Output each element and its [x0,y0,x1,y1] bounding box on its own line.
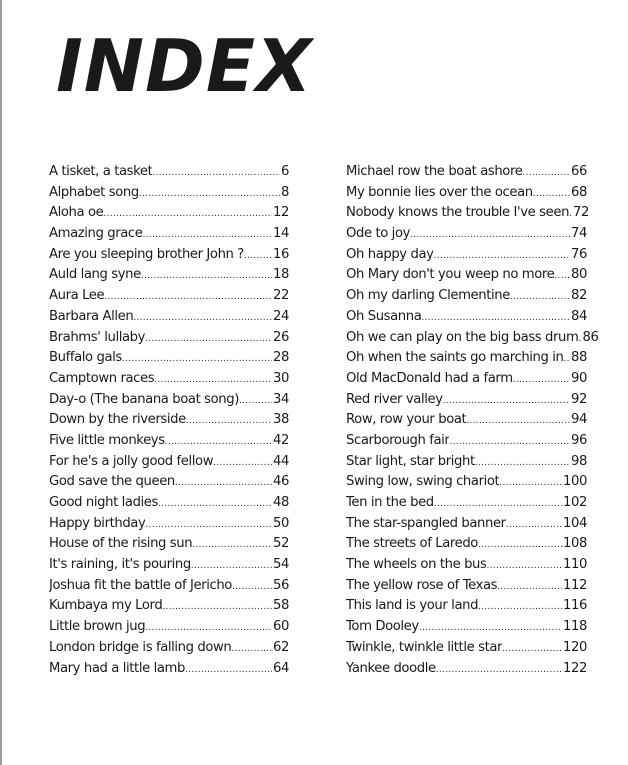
index-column-left [49,162,289,679]
dot-leader [478,535,562,556]
entry-title: London bridge is falling down [49,639,232,655]
dot-leader [154,370,272,391]
entry-title: Oh Susanna [346,308,422,324]
index-entry[interactable] [49,493,289,514]
entry-title: Nobody knows the trouble I've seen [346,205,570,221]
index-entry[interactable] [49,410,289,431]
entry-title: Amazing grace [49,226,143,242]
entry-page-number: 14 [273,226,289,242]
entry-title: Old MacDonald had a farm [346,370,513,386]
index-entry[interactable] [346,493,587,514]
index-entry[interactable] [346,534,587,555]
index-entry[interactable] [346,245,587,266]
entry-page-number: 24 [273,308,289,324]
entry-title: Brahms' lullaby [49,329,146,345]
index-entry[interactable] [346,265,587,286]
entry-title: The wheels on the bus [346,557,487,573]
dot-leader [145,329,272,350]
entry-page-number: 76 [571,246,587,262]
entry-title: Tom Dooley [346,619,419,635]
dot-leader [475,453,570,474]
index-entry[interactable] [49,390,289,411]
index-entry[interactable] [346,286,587,307]
entry-page-number: 62 [273,639,289,655]
dot-leader [443,391,570,412]
entry-title: The streets of Laredo [346,536,478,552]
dot-leader [410,225,570,246]
entry-page-number: 60 [273,619,289,635]
entry-page-number: 48 [273,495,289,510]
dot-leader [510,287,570,308]
entry-title: Mary had a little lamb [49,660,185,676]
dot-leader [421,308,570,329]
entry-page-number: 44 [273,453,289,469]
entry-title: Oh Mary don't you weep no more [346,267,555,283]
dot-leader [232,577,272,598]
entry-title: Oh my darling Clementine [346,288,510,304]
entry-page-number: 110 [563,557,587,573]
index-entry[interactable] [346,514,587,535]
dot-leader [466,411,570,432]
index-entry[interactable] [49,534,289,555]
dot-leader [104,287,272,308]
index-entry[interactable] [49,183,289,204]
index-entry[interactable] [346,224,587,245]
entry-page-number: 74 [571,226,587,242]
entry-page-number: 96 [571,432,587,448]
index-entry[interactable] [346,390,587,411]
page-title: INDEX [56,24,313,108]
dot-leader [533,184,570,205]
entry-title: The yellow rose of Texas [346,577,498,593]
entry-title: Five little monkeys [49,432,165,448]
entry-page-number: 58 [273,598,289,614]
entry-title: Day-o (The banana boat song) [49,391,239,407]
index-entry[interactable] [49,307,289,328]
index-entry[interactable] [49,555,289,576]
index-column-right [346,162,599,679]
dot-leader [145,618,272,639]
dot-leader [152,163,280,184]
entry-title: Oh happy day [346,246,434,262]
index-entry[interactable] [49,617,289,638]
index-entry[interactable] [346,617,587,638]
dot-leader [244,246,272,267]
dot-leader [192,535,272,556]
index-entry[interactable] [49,514,289,535]
entry-page-number: 54 [273,557,289,573]
entry-page-number: 88 [571,350,587,366]
index-entry[interactable] [49,472,289,493]
entry-title: Swing low, swing chariot [346,474,500,490]
index-entry[interactable] [346,576,587,597]
entry-page-number: 112 [563,577,587,593]
index-entry[interactable] [346,183,587,204]
entry-title: Are you sleeping brother John ? [49,246,244,262]
dot-leader [506,515,562,536]
entry-title: Ode to joy [346,226,411,242]
dot-leader [175,473,272,494]
entry-page-number: 38 [273,412,289,428]
dot-leader [239,391,272,412]
dot-leader [162,597,272,618]
entry-page-number: 16 [273,246,289,262]
entry-page-number: 104 [563,515,587,531]
page-left-border [0,0,2,765]
dot-leader [139,184,280,205]
dot-leader [185,660,272,681]
entry-title: Little brown jug [49,619,146,635]
entry-title: Row, row your boat [346,412,467,428]
index-entry[interactable] [346,369,587,390]
dot-leader [434,246,570,267]
dot-leader [513,370,570,391]
entry-title: Barbara Allen [49,308,134,324]
index-entry[interactable] [346,659,587,680]
entry-page-number: 108 [563,536,587,552]
entry-title: Ten in the bed [346,495,434,510]
entry-page-number: 94 [571,412,587,428]
entry-title: Camptown races [49,370,155,386]
entry-title: Michael row the boat ashore [346,164,523,179]
entry-page-number: 30 [273,370,289,386]
entry-page-number: 92 [571,391,587,407]
index-entry[interactable] [49,638,289,659]
index-entry[interactable] [49,452,289,473]
entry-title: It's raining, it's pouring [49,557,191,573]
dot-leader [133,308,272,329]
entry-page-number: 18 [273,267,289,283]
entry-page-number: 82 [571,288,587,304]
entry-page-number: 22 [273,288,289,304]
entry-title: A tisket, a tasket [49,164,153,179]
entry-page-number: 26 [273,329,289,345]
entry-title: Aloha oe [49,205,104,221]
entry-title: Kumbaya my Lord [49,598,163,614]
entry-page-number: 6 [281,164,289,179]
dot-leader [186,411,272,432]
entry-page-number: 84 [571,308,587,324]
entry-page-number: 34 [273,391,289,407]
entry-page-number: 42 [273,432,289,448]
entry-page-number: 98 [571,453,587,469]
entry-title: Oh we can play on the big bass drum [346,329,579,345]
entry-title: Down by the riverside [49,412,186,428]
dot-leader [478,597,562,618]
dot-leader [122,349,272,370]
index-entry[interactable] [346,638,587,659]
index-entry[interactable] [49,431,289,452]
entry-title: Aura Lee [49,288,105,304]
index-entry[interactable] [346,431,587,452]
entry-title: Buffalo gals [49,350,122,366]
dot-leader [436,660,562,681]
dot-leader [191,556,272,577]
entry-page-number: 50 [273,515,289,531]
index-entry[interactable] [49,203,289,224]
index-entry[interactable] [346,472,587,493]
entry-page-number: 118 [563,619,587,635]
dot-leader [554,266,570,287]
entry-page-number: 122 [563,660,587,676]
entry-page-number: 8 [281,184,289,200]
entry-page-number: 52 [273,536,289,552]
dot-leader [434,494,562,515]
entry-page-number: 68 [571,184,587,200]
index-entry[interactable] [49,162,289,183]
entry-title: Red river valley [346,391,443,407]
index-entry[interactable] [346,328,599,349]
index-entry[interactable] [346,596,587,617]
entry-page-number: 86 [582,329,599,345]
entry-page-number: 100 [563,474,587,490]
entry-page-number: 12 [273,205,289,221]
index-entry[interactable] [346,410,587,431]
entry-title: Joshua fit the battle of Jericho [49,577,232,593]
dot-leader [449,432,570,453]
dot-leader [486,556,562,577]
entry-title: Oh when the saints go marching in [346,350,564,366]
entry-page-number: 46 [273,474,289,490]
entry-page-number: 116 [563,598,587,614]
dot-leader [103,204,272,225]
index-entry[interactable] [346,203,590,224]
dot-leader [213,453,272,474]
dot-leader [158,494,272,515]
entry-page-number: 66 [571,164,587,179]
dot-leader [419,618,562,639]
entry-title: My bonnie lies over the ocean [346,184,533,200]
dot-leader [231,639,272,660]
entry-title: For he's a jolly good fellow [49,453,214,469]
entry-title: The star-spangled banner [346,515,506,531]
entry-page-number: 90 [571,370,587,386]
dot-leader [165,432,272,453]
index-entry[interactable] [346,307,587,328]
entry-page-number: 56 [273,577,289,593]
index-entry[interactable] [49,224,289,245]
index-entry[interactable] [49,596,289,617]
dot-leader [141,266,272,287]
dot-leader [143,225,273,246]
entry-title: Auld lang syne [49,267,141,283]
index-entry[interactable] [49,265,289,286]
index-entry[interactable] [49,245,289,266]
index-entry[interactable] [49,328,289,349]
dot-leader [499,473,562,494]
entry-title: Happy birthday [49,515,146,531]
entry-title: Good night ladies [49,495,158,510]
dot-leader [145,515,272,536]
entry-page-number: 64 [273,660,289,676]
index-entry[interactable] [49,369,289,390]
index-entry[interactable] [49,348,289,369]
entry-title: Yankee doodle [346,660,436,676]
dot-leader [522,163,570,184]
entry-title: Alphabet song [49,184,139,200]
entry-title: Star light, star bright [346,453,475,469]
entry-page-number: 28 [273,350,289,366]
index-entry[interactable] [49,576,289,597]
index-entry[interactable] [346,555,587,576]
dot-leader [502,639,562,660]
entry-title: God save the queen [49,474,175,490]
entry-page-number: 102 [563,495,587,510]
entry-page-number: 120 [563,639,587,655]
entry-title: Twinkle, twinkle little star [346,639,503,655]
index-entry[interactable] [346,348,587,369]
entry-page-number: 72 [573,205,590,221]
index-entry[interactable] [49,659,289,680]
index-entry[interactable] [346,162,587,183]
entry-title: Scarborough fair [346,432,450,448]
index-entry[interactable] [346,452,587,473]
index-entry[interactable] [49,286,289,307]
entry-page-number: 80 [571,267,587,283]
dot-leader [497,577,562,598]
entry-title: This land is your land [346,598,479,614]
entry-title: House of the rising sun [49,536,193,552]
